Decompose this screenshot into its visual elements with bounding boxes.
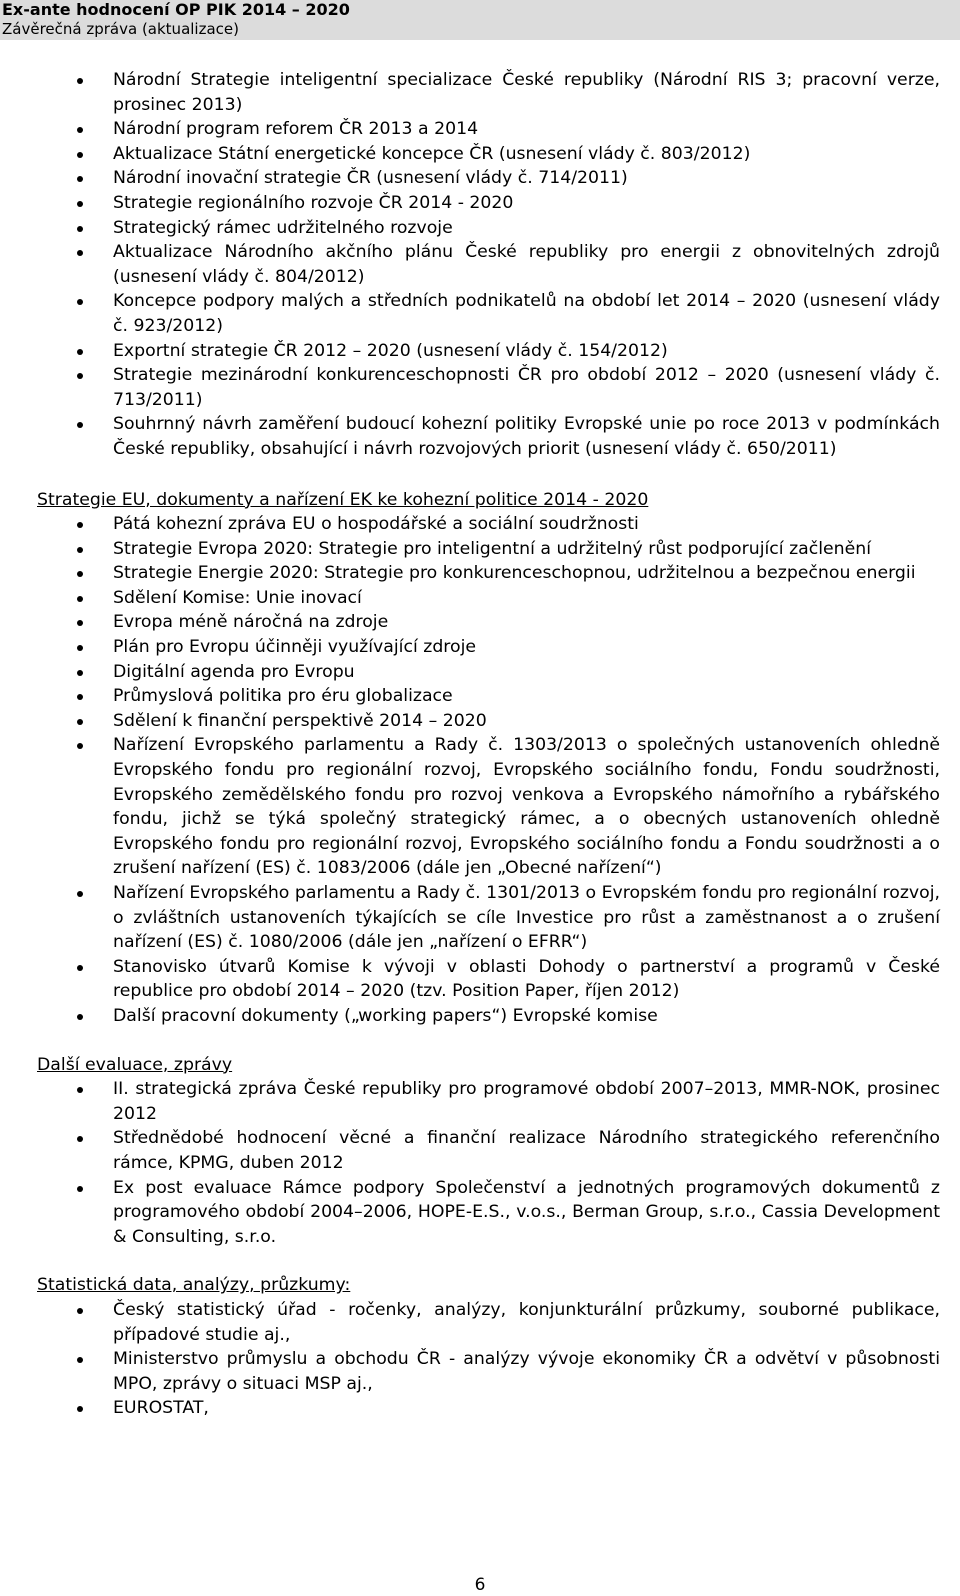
spacer [37,1249,940,1273]
list-item: Nařízení Evropského parlamentu a Rady č. 1301/2013 o Evropském fondu pro regionální rozvoj, o zvláštních ustanoveních týkajících se cíle Investice pro růst a zaměstnanost a o zrušení nařízení (ES) č. 1080/2006 (dále jen „nařízení o EFRR“) [37,881,940,955]
page-header [0,0,960,40]
document-body [37,68,940,1421]
list-item: Plán pro Evropu účinněji využívající zdroje [37,635,940,660]
list-item: Digitální agenda pro Evropu [37,660,940,685]
section-heading-eu: Strategie EU, dokumenty a nařízení EK ke kohezní politice 2014 - 2020 [37,489,649,510]
list-item: Sdělení k finanční perspektivě 2014 – 2020 [37,709,940,734]
list-item: Národní inovační strategie ČR (usnesení vlády č. 714/2011) [37,166,940,191]
list-item: Strategie regionálního rozvoje ČR 2014 - 2020 [37,191,940,216]
list-item: Aktualizace Státní energetické koncepce ČR (usnesení vlády č. 803/2012) [37,142,940,167]
list-item: Národní Strategie inteligentní specializace České republiky (Národní RIS 3; pracovní verze, prosinec 2013) [37,68,940,117]
list-item: Sdělení Komise: Unie inovací [37,586,940,611]
list-item: Evropa méně náročná na zdroje [37,610,940,635]
section-heading-statistics: Statistická data, analýzy, průzkumy: [37,1275,351,1296]
list-item: II. strategická zpráva České republiky pro programové období 2007–2013, MMR-NOK, prosinec 2012 [37,1077,940,1126]
spacer [37,462,940,488]
list-item: Nařízení Evropského parlamentu a Rady č. 1303/2013 o společných ustanoveních ohledně Evropského fondu pro regionální rozvoj, Evropského sociálního fondu, Fondu soudržnosti, Evropského zemědělského fondu pro rozvoj venkova a Evropského námořního a rybářského fondu, jichž se týká společný strategický rámec, a o obecných ustanoveních ohledně Evropského fondu pro regionální rozvoj, Evropského sociálního fondu a Fondu soudržnosti a o zrušení nařízení (ES) č. 1083/2006 (dále jen „Obecné nařízení“) [37,733,940,881]
national-strategies-list [37,68,940,462]
page-number: 6 [474,1575,486,1595]
eu-strategies-list [37,512,940,1028]
list-item: Strategie mezinárodní konkurenceschopnosti ČR pro období 2012 – 2020 (usnesení vlády č. 713/2011) [37,363,940,412]
list-item: Průmyslová politika pro éru globalizace [37,684,940,709]
document-subtitle: Závěrečná zpráva (aktualizace) [2,20,239,38]
list-item: Koncepce podpory malých a středních podnikatelů na období let 2014 – 2020 (usnesení vlády č. 923/2012) [37,289,940,338]
statistics-list [37,1298,940,1421]
list-item: Národní program reforem ČR 2013 a 2014 [37,117,940,142]
list-item: Strategický rámec udržitelného rozvoje [37,216,940,241]
list-item: Souhrnný návrh zaměření budoucí kohezní politiky Evropské unie po roce 2013 v podmínkách České republiky, obsahující i návrh rozvojových priorit (usnesení vlády č. 650/2011) [37,412,940,461]
list-item: Ministerstvo průmyslu a obchodu ČR - analýzy vývoje ekonomiky ČR a odvětví v působnosti MPO, zprávy o situaci MSP aj., [37,1347,940,1396]
list-item: Strategie Evropa 2020: Strategie pro inteligentní a udržitelný růst podporující začlenění [37,537,940,562]
list-item: Střednědobé hodnocení věcné a finanční realizace Národního strategického referenčního rámce, KPMG, duben 2012 [37,1126,940,1175]
spacer [37,1029,940,1053]
section-heading-evaluations: Další evaluace, zprávy [37,1054,233,1075]
list-item: Aktualizace Národního akčního plánu České republiky pro energii z obnovitelných zdrojů (usnesení vlády č. 804/2012) [37,240,940,289]
list-item: Stanovisko útvarů Komise k vývoji v oblasti Dohody o partnerství a programů v České republice pro období 2014 – 2020 (tzv. Position Paper, říjen 2012) [37,955,940,1004]
list-item: Ex post evaluace Rámce podpory Společenství a jednotných programových dokumentů z programového období 2004–2006, HOPE-E.S., v.o.s., Berman Group, s.r.o., Cassia Development & Consulting, s.r.o. [37,1176,940,1250]
document-title: Ex-ante hodnocení OP PIK 2014 – 2020 [2,0,350,19]
list-item: Český statistický úřad - ročenky, analýzy, konjunkturální průzkumy, souborné publikace, případové studie aj., [37,1298,940,1347]
list-item: Strategie Energie 2020: Strategie pro konkurenceschopnou, udržitelnou a bezpečnou energii [37,561,940,586]
evaluations-list [37,1077,940,1249]
list-item: Další pracovní dokumenty („working papers“) Evropské komise [37,1004,940,1029]
list-item: EUROSTAT, [37,1396,940,1421]
list-item: Pátá kohezní zpráva EU o hospodářské a sociální soudržnosti [37,512,940,537]
list-item: Exportní strategie ČR 2012 – 2020 (usnesení vlády č. 154/2012) [37,339,940,364]
